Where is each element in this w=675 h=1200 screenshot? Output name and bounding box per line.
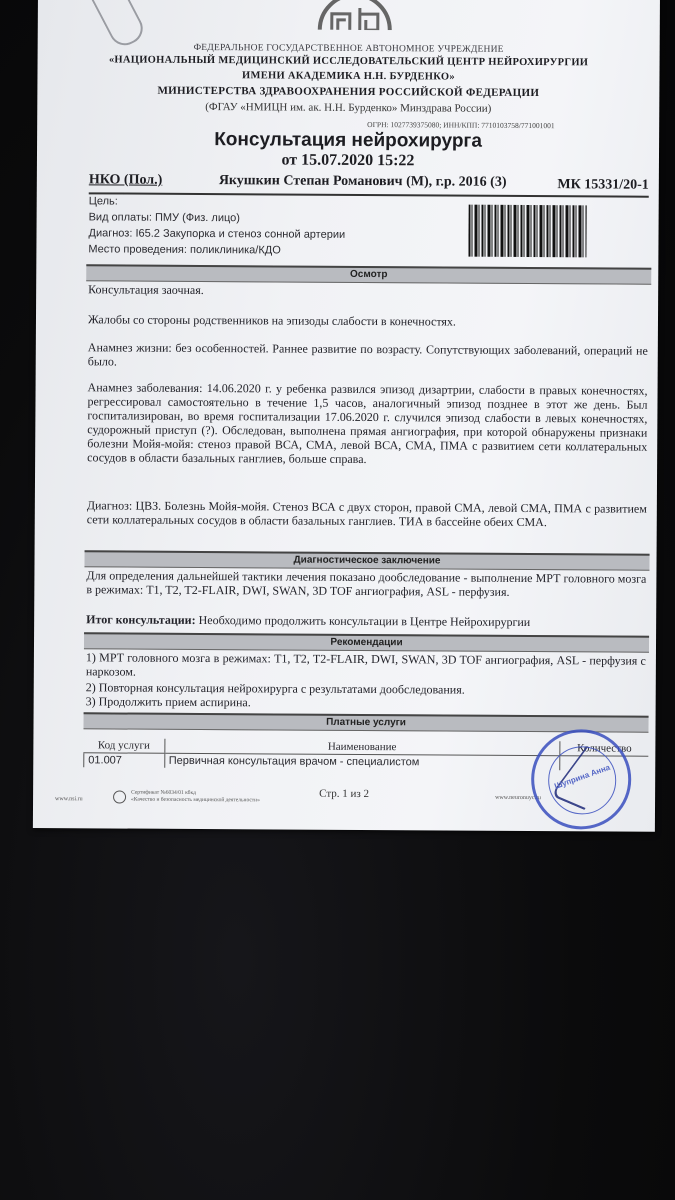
recommendation-1: 1) МРТ головного мозга в режимах: T1, T2, T2-FLAIR, DWI, SWAN, 3D TOF ангиография, ASL - перфузия с наркозом. [85,650,646,679]
consultation-outcome [86,612,646,629]
cert-line-2: «Качество и безопасность медицинской деятельности» [131,796,260,804]
col-code: Код услуги [84,738,165,753]
outcome-text: Необходимо продолжить консультации в Центре Нейрохирургии [195,612,531,630]
institute-logo-icon [316,0,394,30]
header-ogrn: ОГРН: 1027739375080; ИНН/КПП: 7710103758/771001001 [367,120,555,131]
record-number: МК 15331/20-1 [557,177,649,193]
section-diag-title: Диагностическое заключение [84,550,649,570]
meta-diagnosis: Диагноз: I65.2 Закупорка и стеноз сонной артерии [88,227,346,241]
meta-goal: Цель: [88,195,118,208]
stamp-text: Шуприна Анна [553,762,612,791]
exam-complaints: Жалобы со стороны родственников на эпизоды слабости в конечностях. [87,312,456,329]
section-exam-title: Осмотр [86,264,651,284]
barcode-icon [468,205,586,258]
patient-row [89,172,649,197]
meta-place: Место проведения: поликлиника/КДО [88,243,281,257]
service-code: 01.007 [84,753,165,768]
diag-conclusion: Для определения дальнейшей тактики лечения показано дообследование - выполнение МРТ головного мозга в режимах: T1, T2, T2-FLAIR, DWI, SWAN, 3D TOF ангиография, ASL - перфузия. [86,568,647,599]
recommendation-2: 2) Повторная консультация нейрохирурга с результатами дообследования. [85,680,465,697]
header-ministry: МИНИСТЕРСТВА ЗДРАВООХРАНЕНИЯ РОССИЙСКОЙ ФЕДЕРАЦИИ [157,84,540,100]
footer-left-url: www.nsi.ru [55,796,83,803]
header-org-name: «НАЦИОНАЛЬНЫЙ МЕДИЦИНСКИЙ ИССЛЕДОВАТЕЛЬСКИЙ ЦЕНТР НЕЙРОХИРУРГИИ [108,54,589,69]
col-qty: Количество [560,741,649,756]
service-name: Первичная консультация врачом - специалистом [164,753,560,770]
patient-name: Якушкин Степан Романович (М), г.р. 2016 (3) [218,173,507,190]
document-page [33,0,660,832]
recommendation-3: 3) Продолжить прием аспирина. [85,694,251,710]
cert-line-1: Сертификат №6034/01 кбкд [131,789,196,796]
col-name: Наименование [164,739,560,756]
outcome-label: Итог консультации: [86,612,196,627]
exam-consult-type: Консультация заочная. [88,282,204,298]
document-date: от 15.07.2020 15:22 [281,151,415,170]
meta-payment: Вид оплаты: ПМУ (Физ. лицо) [88,211,240,225]
footer-right-url: www.neuronuyc.ru [495,794,542,802]
header-org-type: ФЕДЕРАЛЬНОЕ ГОСУДАРСТВЕННОЕ АВТОНОМНОЕ УЧРЕЖДЕНИЕ [193,42,504,55]
section-rec-title: Рекомендации [84,632,649,652]
department: НКО (Пол.) [88,172,163,188]
section-paid-title: Платные услуги [83,712,648,732]
exam-diagnosis: Диагноз: ЦВЗ. Болезнь Мойя-мойя. Стеноз ВСА с двух сторон, правой СМА, левой СМА, ПМА с развитием сети коллатеральных сосудов в области базальных ганглиев. ТИА в бассейне обеих СМА. [86,498,647,530]
document-title: Консультация нейрохирурга [214,129,483,152]
exam-life-history: Анамнез жизни: без особенностей. Раннее развитие по возрасту. Сопутствующих заболеваний, операций не было. [87,340,648,369]
stamp-icon [531,729,632,830]
header-org-name-2: ИМЕНИ АКАДЕМИКА Н.Н. БУРДЕНКО» [241,70,455,83]
exam-disease-history: Анамнез заболевания: 14.06.2020 г. у ребенка развился эпизод дизартрии, слабости в правых конечностях, регрессировал самостоятельно в течение 1,5 часов, аналогичный эпизод позднее в этот же день. Был госпитализирован, во время госпитализации 17.06.2020 г. случился эпизод слабости в левых конечностях, судорожный приступ (?). Обследован, выполнена прямая ангиография, при которой обнаружены признаки болезни Мойя-мойя: стеноз правой ВСА, СМА, левой ВСА, СМА, ПМА с развитием сети коллатеральных сосудов в области базальных ганглиев, больше справа. [87,380,648,467]
header-short-name: (ФГАУ «НМИЦН им. ак. Н.Н. Бурденко» Минздрава России) [205,101,492,115]
page-number: Стр. 1 из 2 [319,787,370,801]
